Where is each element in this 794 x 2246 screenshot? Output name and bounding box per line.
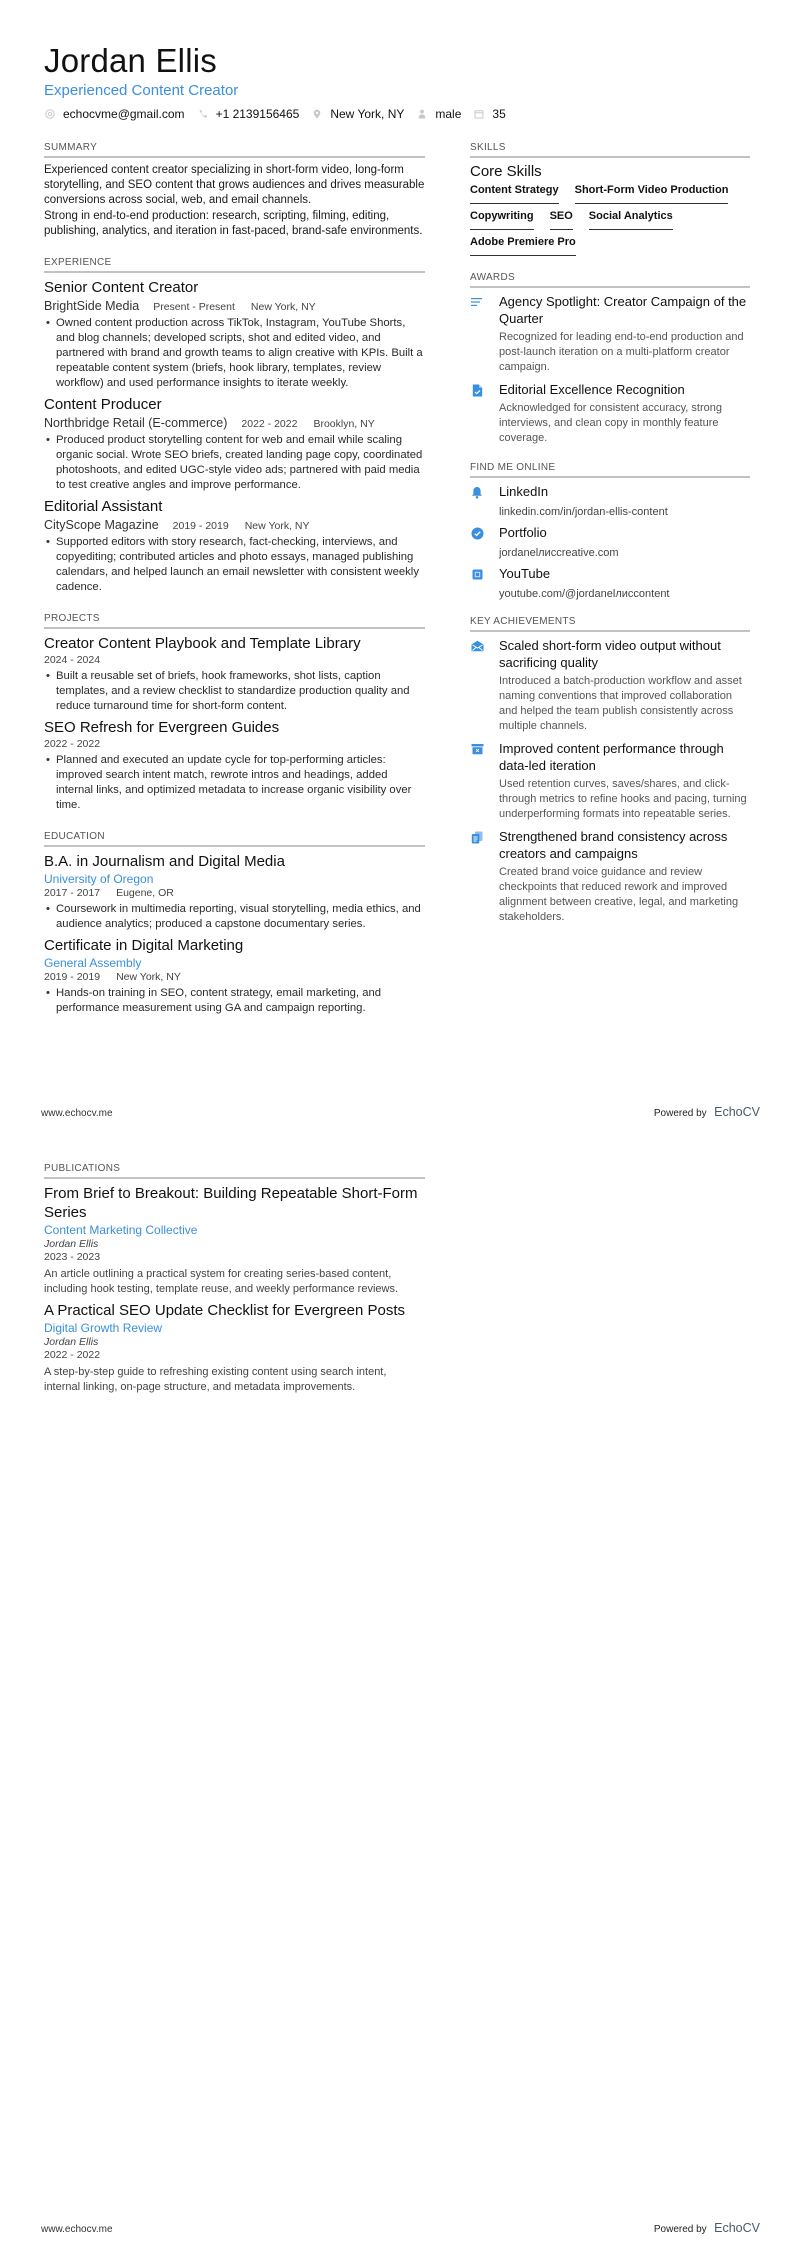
- company-name: BrightSide Media: [44, 299, 140, 313]
- job-bullet: • Produced product storytelling content for web and email while scaling organic social. Wrote SEO briefs, created landing page copy, coordinated photoshoots, and edited UGC-style video ads; partnered with paid media to test creative angles and improve performance.: [44, 433, 425, 493]
- person-icon: [417, 109, 427, 119]
- experience-item: [44, 278, 425, 391]
- education-item: [44, 936, 425, 1016]
- publication-author: Jordan Ellis: [44, 1238, 99, 1250]
- project-item: [44, 634, 425, 714]
- contact-phone-text: +1 2139156465: [215, 107, 300, 121]
- job-dates: 2019 - 2019: [172, 520, 229, 532]
- awards-section: [470, 272, 750, 446]
- online-heading: FIND ME ONLINE: [470, 462, 750, 478]
- right-column: [470, 142, 750, 925]
- online-link-item[interactable]: [470, 565, 750, 600]
- chip-icon: [470, 567, 484, 581]
- skill-tag: Social Analytics: [589, 210, 673, 230]
- job-meta: [44, 299, 425, 313]
- job-dates: 2022 - 2022: [241, 418, 298, 430]
- at-icon: [45, 109, 55, 119]
- brand-logo-text: EchoCV: [714, 1105, 760, 1119]
- footer-powered-by[interactable]: [654, 1103, 760, 1121]
- degree-name: B.A. in Journalism and Digital Media: [44, 853, 285, 870]
- achievement-description: Introduced a batch-production workflow and asset naming conventions that improved collaboration and helped the team publish consistently across multiple channels.: [499, 675, 742, 732]
- contact-location: [312, 107, 404, 121]
- job-bullet: • Supported editors with story research, fact-checking, interviews, and copyediting; contributed articles and photo essays, managed publishing calendars, and helped launch an email newsletter with consistent weekly cadence.: [44, 535, 425, 595]
- job-location: New York, NY: [250, 301, 316, 313]
- skills-section: [470, 142, 750, 262]
- achievement-item: [470, 828, 750, 925]
- candidate-name: Jordan Ellis: [44, 42, 217, 79]
- summary-paragraph: Experienced content creator specializing in short-form video, long-form storytelling, and SEO content that grows audiences and drives measurable conversions across social, web, and email channels.: [44, 164, 425, 206]
- online-link-url[interactable]: youtube.com/@jordanelлисcontent: [499, 588, 670, 600]
- job-location: Brooklyn, NY: [313, 418, 375, 430]
- left-column: [44, 142, 425, 1016]
- awards-heading: AWARDS: [470, 272, 750, 288]
- education-item: [44, 852, 425, 932]
- page-footer: [41, 1103, 760, 1121]
- experience-item: [44, 497, 425, 595]
- job-bullets: [44, 433, 425, 493]
- award-title: Editorial Excellence Recognition: [499, 382, 685, 397]
- contact-age-text: 35: [492, 107, 506, 121]
- footer-site-link[interactable]: www.echocv.me: [41, 1108, 113, 1119]
- project-bullets: [44, 753, 425, 813]
- job-bullets: [44, 316, 425, 391]
- job-meta: [44, 416, 425, 430]
- contact-row: [45, 107, 519, 121]
- skills-heading: SKILLS: [470, 142, 750, 158]
- job-location: New York, NY: [244, 520, 310, 532]
- institution-name: General Assembly: [44, 956, 142, 970]
- education-dates: 2017 - 2017: [44, 887, 101, 899]
- archive-box-icon: [470, 742, 484, 756]
- candidate-headline: Experienced Content Creator: [44, 82, 239, 99]
- award-item: [470, 293, 750, 375]
- powered-by-label: Powered by: [653, 2224, 707, 2235]
- document-check-icon: [470, 383, 484, 397]
- clipboard-copy-icon: [470, 830, 484, 844]
- project-bullet: • Built a reusable set of briefs, hook frameworks, shot lists, caption templates, and a review checklist to standardize production quality and reduce turnaround time for short-form content.: [44, 669, 425, 714]
- education-location: Eugene, OR: [116, 887, 174, 899]
- phone-icon: [198, 109, 208, 119]
- experience-heading: EXPERIENCE: [44, 257, 425, 273]
- online-link-url[interactable]: linkedin.com/in/jordan-ellis-content: [499, 506, 668, 518]
- education-bullet: • Coursework in multimedia reporting, visual storytelling, media ethics, and audience analytics; produced a capstone documentary series.: [44, 902, 425, 932]
- education-bullets: [44, 902, 425, 932]
- publication-title: A Practical SEO Update Checklist for Evergreen Posts: [44, 1302, 405, 1319]
- publication-item: [44, 1301, 425, 1395]
- publication-publisher: Digital Growth Review: [44, 1321, 163, 1335]
- left-column: [44, 1163, 425, 1395]
- project-name: SEO Refresh for Evergreen Guides: [44, 719, 280, 736]
- bell-icon: [470, 485, 484, 499]
- achievements-heading: KEY ACHIEVEMENTS: [470, 616, 750, 632]
- award-item: [470, 381, 750, 446]
- contact-gender: [417, 107, 461, 121]
- company-name: CityScope Magazine: [44, 518, 159, 532]
- contact-age: [474, 107, 505, 121]
- lines-icon: [470, 295, 484, 309]
- publications-section: [44, 1163, 425, 1395]
- achievements-section: [470, 616, 750, 925]
- job-bullets: [44, 535, 425, 595]
- contact-phone[interactable]: [198, 107, 300, 121]
- online-link-item[interactable]: [470, 483, 750, 518]
- job-meta: [44, 518, 425, 532]
- publication-description: An article outlining a practical system for creating series-based content, including hook testing, template reuse, and weekly performance reviews.: [44, 1268, 399, 1295]
- education-dates: 2019 - 2019: [44, 971, 101, 983]
- resume-page-2: [0, 1123, 794, 2246]
- projects-heading: PROJECTS: [44, 613, 425, 629]
- skill-tag: SEO: [550, 210, 573, 230]
- education-bullets: [44, 986, 425, 1016]
- publication-dates: 2023 - 2023: [44, 1251, 101, 1263]
- summary-heading: SUMMARY: [44, 142, 425, 158]
- projects-section: [44, 613, 425, 813]
- education-location: New York, NY: [116, 971, 181, 983]
- degree-name: Certificate in Digital Marketing: [44, 937, 244, 954]
- job-bullet: • Owned content production across TikTok, Instagram, YouTube Shorts, and blog channels; developed scripts, shot and edited video, and partnered with brand and growth teams to align creative with KPIs. Built a repeatable content system (briefs, hook library, templates, review workflow) and used performance insights to iterate weekly.: [44, 316, 425, 391]
- footer-powered-by[interactable]: [654, 2219, 760, 2237]
- online-link-url[interactable]: jordanelлисcreative.com: [499, 547, 619, 559]
- location-pin-icon: [312, 109, 322, 119]
- contact-gender-text: male: [435, 107, 462, 121]
- achievement-description: Used retention curves, saves/shares, and click-through metrics to refine hooks and pacing, turning underperforming formats into repeatable series.: [499, 778, 747, 820]
- job-title: Content Producer: [44, 396, 162, 413]
- skill-tag: Copywriting: [470, 210, 534, 230]
- skill-tag: Content Strategy: [470, 184, 559, 204]
- contact-email-text: echocvme@gmail.com: [63, 107, 185, 121]
- project-name: Creator Content Playbook and Template Library: [44, 635, 361, 652]
- skills-group-title: Core Skills: [470, 163, 542, 180]
- experience-section: [44, 257, 425, 595]
- education-meta: [44, 971, 425, 983]
- experience-item: [44, 395, 425, 493]
- publication-publisher: Content Marketing Collective: [44, 1223, 198, 1237]
- achievement-item: [470, 740, 750, 822]
- powered-by-label: Powered by: [653, 1108, 707, 1119]
- online-link-label: Portfolio: [499, 525, 547, 540]
- achievement-description: Created brand voice guidance and review checkpoints that reduced rework and improved alignment between creative, legal, and marketing stakeholders.: [499, 866, 739, 923]
- job-title: Senior Content Creator: [44, 279, 199, 296]
- achievement-title: Strengthened brand consistency across creators and campaigns: [499, 829, 728, 861]
- publication-author: Jordan Ellis: [44, 1336, 99, 1348]
- publications-heading: PUBLICATIONS: [44, 1163, 425, 1179]
- page-footer: [41, 2219, 760, 2237]
- award-description: Acknowledged for consistent accuracy, strong interviews, and clean copy in monthly feature coverage.: [499, 402, 722, 444]
- award-description: Recognized for leading end-to-end production and post-launch iteration on a multi-platform creator campaign.: [499, 331, 744, 373]
- brand-logo-text: EchoCV: [714, 2221, 760, 2235]
- job-title: Editorial Assistant: [44, 498, 163, 515]
- footer-site-link[interactable]: www.echocv.me: [41, 2224, 113, 2235]
- skill-tag: Adobe Premiere Pro: [470, 236, 576, 256]
- contact-email[interactable]: [45, 107, 185, 121]
- calendar-icon: [474, 109, 484, 119]
- skill-tags: [470, 184, 750, 262]
- online-section: [470, 462, 750, 600]
- publication-item: [44, 1184, 425, 1297]
- publication-dates: 2022 - 2022: [44, 1349, 101, 1361]
- project-dates: 2024 - 2024: [44, 654, 101, 666]
- online-link-label: YouTube: [499, 566, 551, 581]
- summary-section: [44, 142, 425, 239]
- online-link-label: LinkedIn: [499, 484, 549, 499]
- summary-paragraph: Strong in end-to-end production: research, scripting, filming, editing, publishing, analytics, and iteration in fast-paced, brand-safe environments.: [44, 210, 423, 237]
- institution-name: University of Oregon: [44, 872, 154, 886]
- contact-location-text: New York, NY: [330, 107, 405, 121]
- publication-description: A step-by-step guide to refreshing existing content using search intent, internal linking, on-page structure, and metadata improvements.: [44, 1366, 387, 1393]
- check-circle-icon: [470, 526, 484, 540]
- achievement-item: [470, 637, 750, 734]
- education-bullet: • Hands-on training in SEO, content strategy, email marketing, and performance measurement using GA and campaign reporting.: [44, 986, 425, 1016]
- skill-tag: Short-Form Video Production: [575, 184, 729, 204]
- education-meta: [44, 887, 425, 899]
- achievement-title: Improved content performance through data-led iteration: [499, 741, 724, 773]
- publication-title: From Brief to Breakout: Building Repeatable Short-Form Series: [44, 1185, 418, 1221]
- award-title: Agency Spotlight: Creator Campaign of the Quarter: [499, 294, 747, 326]
- education-heading: EDUCATION: [44, 831, 425, 847]
- envelope-open-icon: [470, 639, 484, 653]
- project-item: [44, 718, 425, 813]
- project-dates: 2022 - 2022: [44, 738, 101, 750]
- online-link-item[interactable]: [470, 524, 750, 559]
- project-bullets: [44, 669, 425, 714]
- project-bullet: • Planned and executed an update cycle for top-performing articles: improved search intent match, rewrote intros and headings, added internal links, and optimized metadata to increase organic visibility over time.: [44, 753, 425, 813]
- company-name: Northbridge Retail (E-commerce): [44, 416, 228, 430]
- job-dates: Present - Present: [153, 301, 235, 313]
- education-section: [44, 831, 425, 1016]
- achievement-title: Scaled short-form video output without sacrificing quality: [499, 638, 721, 670]
